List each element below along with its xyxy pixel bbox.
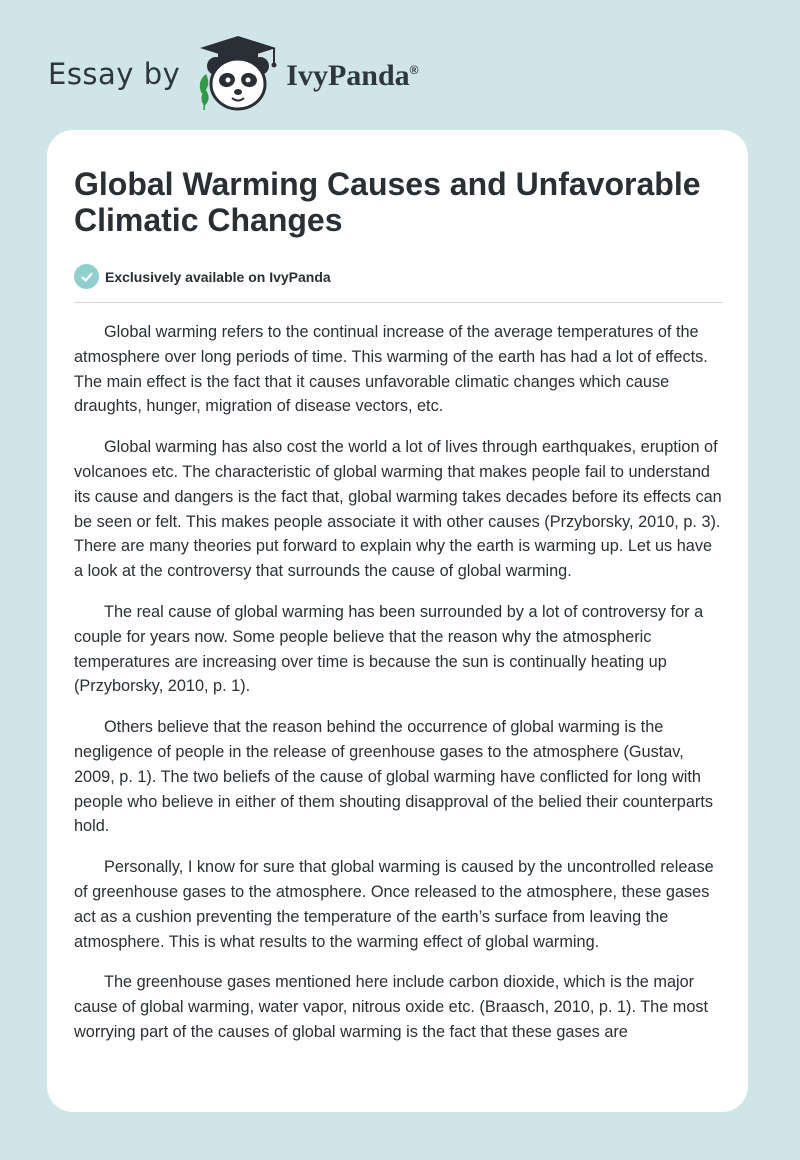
essay-title: Global Warming Causes and Unfavorable Climatic Changes <box>74 166 701 238</box>
badge-label: Exclusively available on IvyPanda <box>105 268 331 285</box>
site-header <box>48 34 418 114</box>
title-divider <box>74 302 723 303</box>
paragraph: Others believe that the reason behind the occurrence of global warming is the negligence of people in the release of greenhouse gases to the atmosphere (Gustav, 2009, p. 1). The two beliefs of the cause of global warming have conflicted for long with people who believe in either of them shouting disapproval of the belied their counterparts hold. <box>74 718 713 836</box>
paragraph: Personally, I know for sure that global warming is caused by the uncontrolled release of greenhouse gases to the atmosphere. Once released to the atmosphere, these gases act as a cushion preventing the temperature of the earth’s surface from leaving the atmosphere. This is what results to the warming effect of global warming. <box>74 858 714 951</box>
paragraph: Global warming has also cost the world a lot of lives through earthquakes, eruption of volcanoes etc. The characteristic of global warming that makes people fail to understand its cause and dangers is the fact that, global warming takes decades before its effects can be seen or felt. This makes people associate it with other causes (Przyborsky, 2010, p. 3). There are many theories put forward to explain why the earth is warming up. Let us have a look at the controversy that surrounds the cause of global warming. <box>74 438 722 581</box>
exclusive-badge <box>74 264 331 289</box>
paragraph: The greenhouse gases mentioned here include carbon dioxide, which is the major cause of global warming, water vapor, nitrous oxide etc. (Braasch, 2010, p. 1). The most worrying part of the causes of global warming is the fact that these gases are <box>74 973 709 1041</box>
brand-text: IvyPanda <box>286 59 410 92</box>
paragraph: Global warming refers to the continual increase of the average temperatures of the atmosphere over long periods of time. This warming of the earth has had a lot of effects. The main effect is the fact that it causes unfavorable climatic changes which cause draughts, hunger, migration of disease vectors, etc. <box>74 323 708 416</box>
check-icon <box>74 264 99 289</box>
essay-body <box>74 320 723 1061</box>
registered-mark: ® <box>409 63 419 77</box>
essay-card <box>47 130 748 1112</box>
brand-name[interactable] <box>286 59 418 93</box>
paragraph: The real cause of global warming has been surrounded by a lot of controversy for a couple for years now. Some people believe that the reason why the atmospheric temperatures are increasing over time is because the sun is continually heating up (Przyborsky, 2010, p. 1). <box>74 602 704 696</box>
panda-graduate-logo-icon[interactable] <box>194 34 282 114</box>
essay-by-label: Essay by <box>48 57 181 91</box>
